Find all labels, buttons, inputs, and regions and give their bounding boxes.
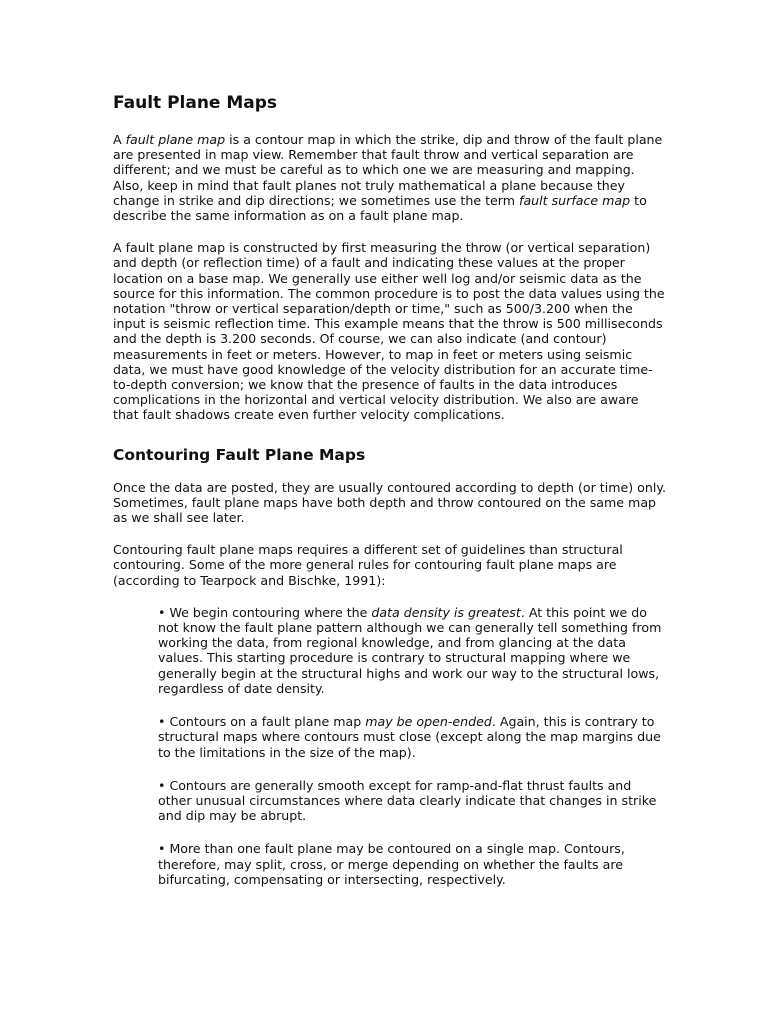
list-item (158, 841, 668, 887)
rule-text: We begin contouring where the (169, 604, 372, 620)
rule-emphasis: data density is greatest (371, 604, 521, 620)
intro-paragraph (113, 132, 668, 223)
bullet-icon: • (158, 604, 166, 620)
rules-list (113, 605, 668, 887)
intro-term-fault-surface-map: fault surface map (519, 192, 631, 208)
guidelines-paragraph: Contouring fault plane maps requires a different set of guidelines than structural contouring. Some of the more general rules for contouring fault plane maps are (according to Tearpock and Bischke, 1991): (113, 542, 623, 588)
bullet-icon: • (158, 841, 166, 857)
page-title: Fault Plane Maps (113, 93, 278, 113)
posting-paragraph: Once the data are posted, they are usually contoured according to depth (or time) only. Sometimes, fault plane maps have both depth and throw contoured on the same map as we shall see later. (113, 479, 667, 526)
rule-text: Contours are generally smooth except for ramp-and-flat thrust faults and other unusual circumstances where data clearly indicate that changes in strike and dip may be abrupt. (158, 777, 657, 824)
construction-paragraph: A fault plane map is constructed by first measuring the throw (or vertical separation) and depth (or reflection time) of a fault and indicating these values at the proper location on a base map. We generally use either well log and/or seismic data as the source for this information. The common procedure is to post the data values using the notation "throw or vertical separation/depth or time," such as 500/3.200 when the input is seismic reflection time. This example means that the throw is 500 milliseconds and the depth is 3.200 seconds. Of course, we can also indicate (and contour) measurements in feet or meters. However, to map in feet or meters using seismic data, we must have good knowledge of the velocity distribution for an accurate time-to-depth conversion; we know that the presence of faults in the data introduces complications in the horizontal and vertical velocity distribution. We also are aware that fault shadows create even further velocity complications. (113, 240, 665, 423)
bullet-icon: • (158, 777, 166, 793)
rule-text: . At this point we do not know the fault plane pattern although we can generally tell something from working the data, from regional knowledge, and from glancing at the data values. This starting procedure is contrary to structural mapping where we generally begin at the structural highs and work our way to the structural lows, regardless of date density. (158, 604, 662, 696)
rule-text: Contours on a fault plane map (169, 714, 366, 730)
rule-emphasis: may be open-ended (365, 714, 492, 730)
intro-text-1: A (113, 132, 126, 147)
bullet-icon: • (158, 714, 166, 730)
intro-term-fault-plane-map: fault plane map (125, 132, 226, 147)
list-item (158, 605, 668, 696)
rule-text: More than one fault plane may be contoured on a single map. Contours, therefore, may split, cross, or merge depending on whether the faults are bifurcating, compensating or intersecting, respectively. (158, 841, 625, 887)
intro-text-3: to describe the same information as on a fault plane map. (113, 192, 647, 224)
rule-text: . Again, this is contrary to structural maps where contours must close (except along the map margins due to the limitations in the size of the map). (158, 714, 661, 760)
intro-text-2: is a contour map in which the strike, dip and throw of the fault plane are presented in map view. Remember that fault throw and vertical separation are different; and we must be careful as to which one we are measuring and mapping. Also, keep in mind that fault planes not truly mathematical a plane because they change in strike and dip directions; we sometimes use the term (113, 132, 663, 208)
list-item (158, 778, 668, 824)
list-item (158, 714, 668, 760)
section-heading: Contouring Fault Plane Maps (113, 445, 366, 464)
